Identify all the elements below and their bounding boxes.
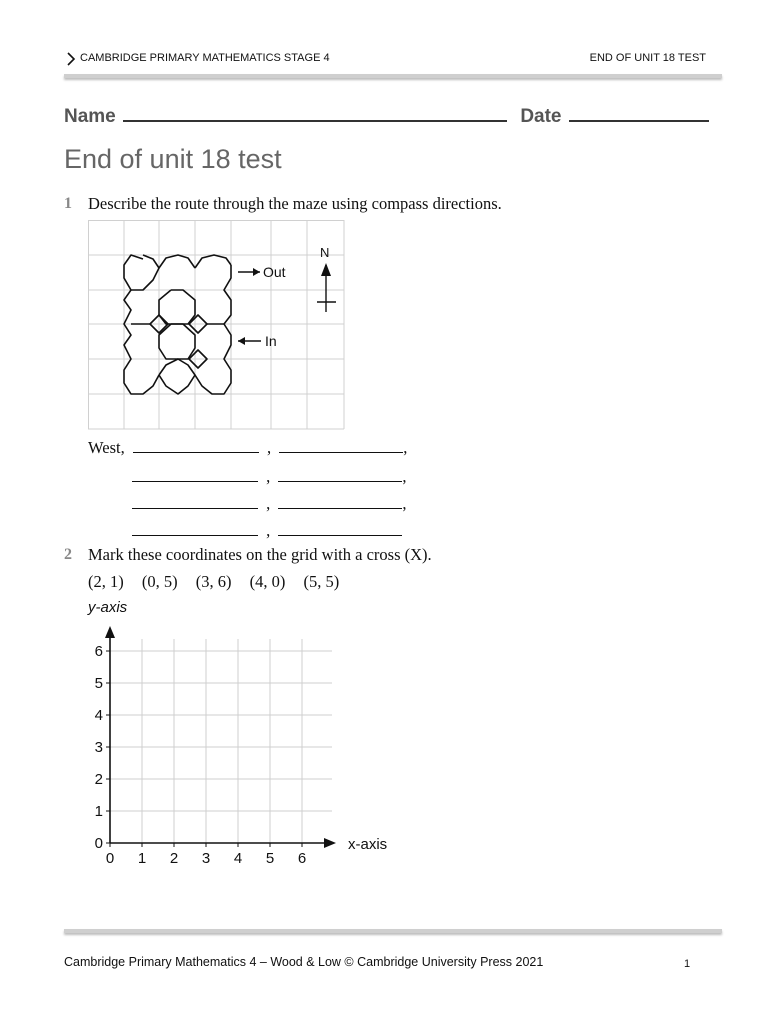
page-title: End of unit 18 test (64, 144, 282, 174)
answer-start: West, (88, 438, 125, 457)
answer-row-4 (132, 521, 402, 541)
chart-ticks (95, 643, 307, 867)
chart-axes (105, 626, 336, 848)
footer-text: Cambridge Primary Mathematics 4 – Wood & Low © Cambridge University Press 2021 (64, 955, 544, 969)
page-number: 1 (684, 958, 691, 970)
y-axis-label: y-axis (88, 599, 128, 616)
header-left-text: CAMBRIDGE PRIMARY MATHEMATICS STAGE 4 (80, 52, 330, 64)
answer-separator: , (266, 438, 272, 457)
maze-in-label: In (265, 333, 277, 349)
maze-figure (88, 220, 348, 430)
y-tick-label: 2 (94, 771, 103, 788)
y-tick-label: 3 (94, 739, 103, 756)
answer-blank-2[interactable] (279, 438, 403, 453)
answer-separator: , (266, 467, 271, 486)
question-2-number: 2 (64, 546, 72, 563)
y-tick-label: 0 (94, 835, 103, 852)
x-tick-label: 2 (169, 850, 179, 867)
coordinate-item: (4, 0) (249, 572, 286, 591)
answer-row-3 (132, 494, 407, 514)
name-date-line (64, 103, 724, 128)
question-1-number: 1 (64, 195, 72, 212)
y-axis-arrow-icon (105, 626, 115, 638)
compass-north-label: N (320, 245, 330, 260)
answer-blank-1[interactable] (133, 438, 259, 453)
coordinate-item: (0, 5) (141, 572, 178, 591)
answer-end-comma: , (403, 438, 408, 457)
chevron-right-icon (66, 52, 76, 66)
coordinate-item: (5, 5) (303, 572, 340, 591)
footer-rule (64, 929, 722, 933)
answer-blank-6[interactable] (278, 494, 402, 509)
x-tick-label: 0 (105, 850, 115, 867)
maze-out-label: Out (263, 264, 286, 280)
maze-paths (124, 255, 231, 394)
answer-blank-8[interactable] (278, 521, 402, 536)
answer-blank-3[interactable] (132, 467, 258, 482)
y-tick-label: 1 (94, 803, 103, 820)
page-header (64, 50, 722, 68)
date-field[interactable] (569, 103, 709, 122)
y-tick-label: 4 (94, 707, 103, 724)
x-tick-label: 3 (201, 850, 211, 867)
x-tick-label: 1 (137, 850, 147, 867)
compass-arrow-icon (321, 263, 331, 276)
coordinate-list (88, 572, 339, 592)
coordinate-item: (2, 1) (88, 572, 124, 591)
answer-separator: , (266, 521, 271, 540)
chart-grid (110, 639, 332, 843)
name-field[interactable] (123, 103, 507, 122)
question-1-text: Describe the route through the maze using compass directions. (88, 194, 502, 213)
answer-end-comma: , (402, 494, 407, 513)
y-tick-label: 5 (94, 675, 103, 692)
answer-blank-4[interactable] (278, 467, 402, 482)
header-rule (64, 74, 722, 78)
x-tick-label: 4 (233, 850, 243, 867)
y-tick-label: 6 (94, 643, 103, 660)
name-label: Name (64, 106, 116, 127)
answer-blank-5[interactable] (132, 494, 258, 509)
answer-end-comma: , (402, 467, 407, 486)
answer-row-1 (88, 438, 407, 458)
coordinate-grid-chart[interactable] (86, 596, 406, 874)
answer-row-2 (132, 467, 407, 487)
answer-blank-7[interactable] (132, 521, 258, 536)
x-tick-label: 6 (297, 850, 307, 867)
question-2-text: Mark these coordinates on the grid with a cross (X). (88, 545, 432, 564)
x-axis-arrow-icon (324, 838, 336, 848)
answer-separator: , (266, 494, 271, 513)
x-axis-label: x-axis (348, 836, 388, 853)
header-right-text: END OF UNIT 18 TEST (589, 52, 706, 64)
coordinate-item: (3, 6) (195, 572, 232, 591)
date-label: Date (520, 106, 562, 127)
x-tick-label: 5 (265, 850, 275, 867)
